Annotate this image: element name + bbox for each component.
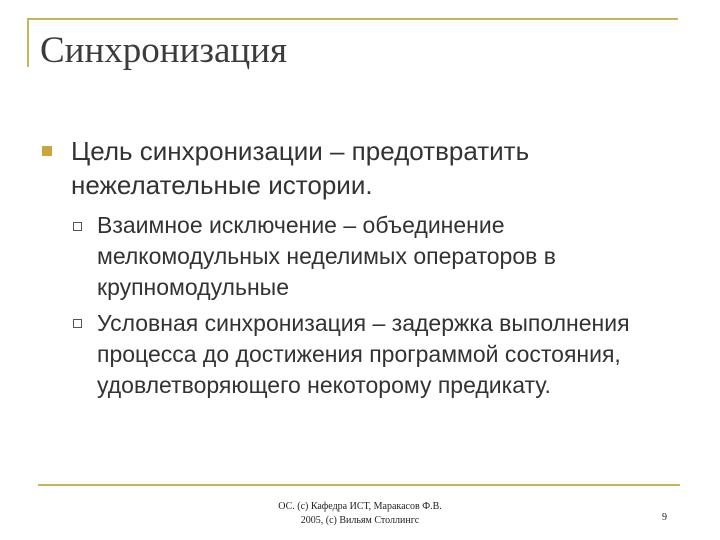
title-frame-left-border [27, 18, 29, 67]
footer-line-1: ОС. (с) Кафедра ИСТ, Маракасов Ф.В. [278, 501, 442, 512]
footer-line-2: 2005, (с) Вильям Столлингс [300, 515, 420, 526]
hollow-square-bullet-icon [73, 222, 82, 231]
square-bullet-icon [42, 146, 52, 156]
page-number: 9 [662, 512, 667, 523]
bullet-text: Цель синхронизации – предотвратить нежелательные истории. [71, 136, 530, 200]
hollow-square-bullet-icon [73, 319, 82, 328]
subbullet-text-mutual-exclusion: Взаимное исключение – объединение мелкомодульных неделимых операторов в крупномодульные [97, 212, 556, 300]
slide-title: Синхронизация [40, 30, 288, 71]
footer-credits [240, 500, 480, 528]
title-frame-top-border [27, 18, 678, 20]
subbullet-text-conditional-sync: Условная синхронизация – задержка выполнения процесса до достижения программой состояния, удовлетворяющего некоторому предикату. [97, 310, 630, 398]
footer-divider [38, 484, 680, 486]
